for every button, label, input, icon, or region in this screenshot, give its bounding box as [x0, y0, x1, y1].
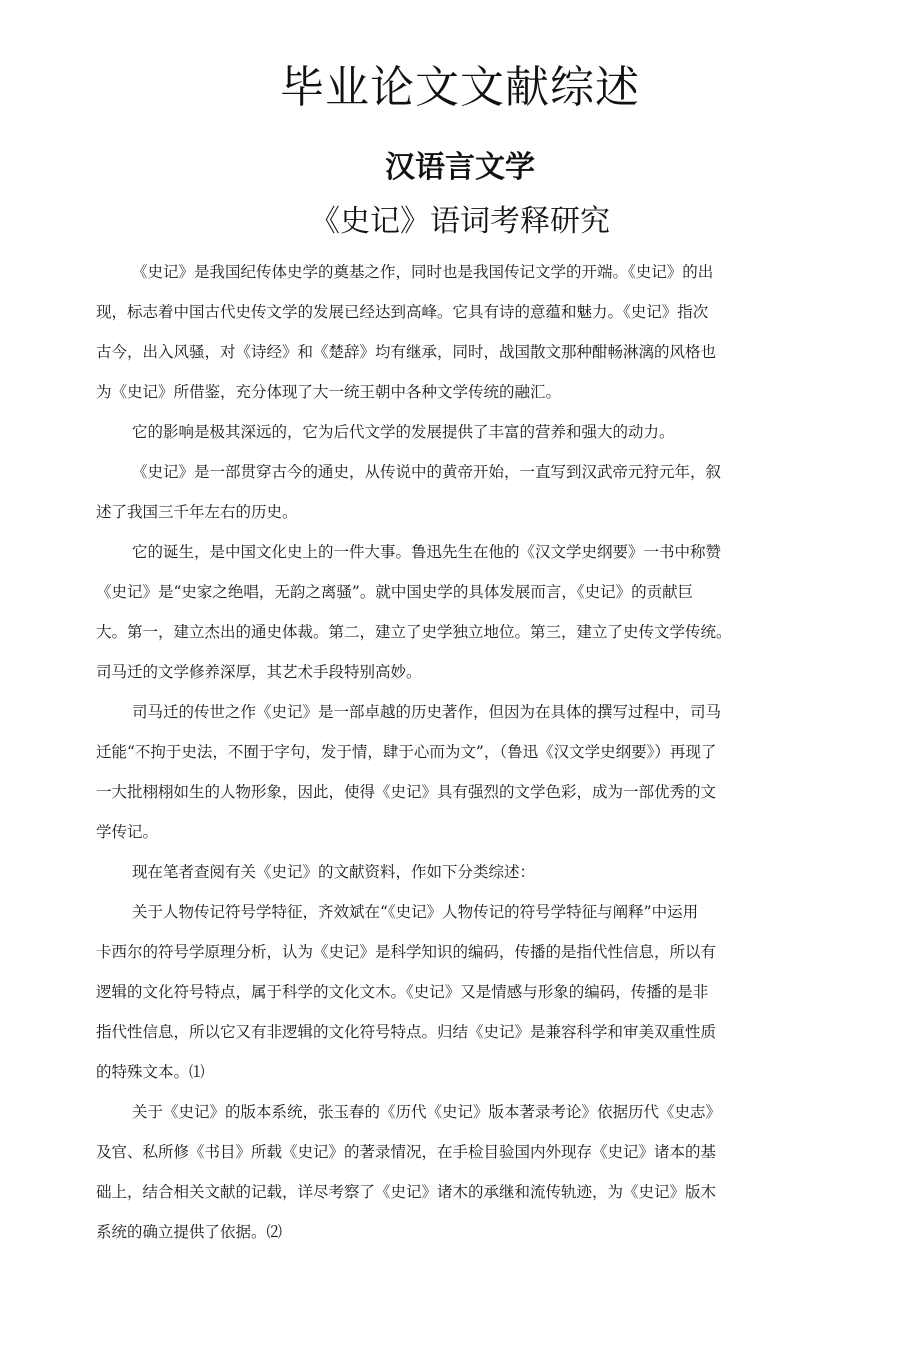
text-line: 《史记》是“史家之绝唱，无韵之离骚”。就中国史学的具体发展而言，《史记》的贡献巨 [96, 583, 694, 601]
paragraph [96, 452, 786, 532]
paragraph [96, 852, 786, 892]
text-line: 《史记》是一部贯穿古今的通史，从传说中的黄帝开始，一直写到汉武帝元狩元年，叙 [132, 463, 722, 481]
text-line: 及官、私所修《书目》所载《史记》的著录情况，在手检目验国内外现存《史记》诸本的基 [96, 1143, 717, 1161]
text-line: 的特殊文本。⑴ [96, 1063, 205, 1081]
text-line: 关于人物传记符号学特征，齐效斌在“《史记》人物传记的符号学特征与阐释”中运用 [132, 903, 699, 921]
text-line: 现在笔者查阅有关《史记》的文献资料，作如下分类综述： [132, 863, 536, 881]
paragraph [96, 532, 786, 692]
text-line: 为《史记》所借鉴，充分体现了大一统王朝中各种文学传统的融汇。 [96, 383, 562, 401]
text-line: 现，标志着中国古代史传文学的发展已经达到高峰。它具有诗的意蕴和魅力。《史记》指次 [96, 303, 709, 321]
document-title: 毕业论文文献综述 [280, 62, 640, 113]
text-line: 司马迁的文学修养深厚，其艺术手段特别高妙。 [96, 663, 422, 681]
text-line: 关于《史记》的版本系统，张玉春的《历代《史记》版本著录考论》依据历代《史志》 [132, 1103, 722, 1121]
text-line: 系统的确立提供了依据。⑵ [96, 1223, 283, 1241]
text-line: 学传记。 [96, 823, 159, 841]
text-line: 述了我国三千年左右的历史。 [96, 503, 298, 521]
text-line: 卡西尔的符号学原理分析，认为《史记》是科学知识的编码，传播的是指代性信息，所以有 [96, 943, 717, 961]
paragraph [96, 892, 786, 1092]
text-line: 它的诞生，是中国文化史上的一件大事。鲁迅先生在他的《汉文学史纲要》一书中称赞 [132, 543, 722, 561]
text-line: 逻辑的文化符号特点，属于科学的文化文木。《史记》又是情感与形象的编码，传播的是非 [96, 983, 709, 1001]
text-line: 一大批栩栩如生的人物形象，因此，使得《史记》具有强烈的文学色彩，成为一部优秀的文 [96, 783, 717, 801]
text-line: 它的影响是极其深远的，它为后代文学的发展提供了丰富的营养和强大的动力。 [132, 423, 675, 441]
paragraph [96, 692, 786, 852]
paragraph [96, 1092, 786, 1252]
text-line: 《史记》是我国纪传体史学的奠基之作，同时也是我国传记文学的开端。《史记》的出 [132, 263, 714, 281]
text-line: 指代性信息，所以它又有非逻辑的文化符号特点。归结《史记》是兼容科学和审美双重性质 [96, 1023, 717, 1041]
text-line: 础上，结合相关文献的记载，详尽考察了《史记》诸木的承继和流传轨迹，为《史记》版木 [96, 1183, 717, 1201]
major-heading: 汉语言文学 [385, 150, 535, 185]
document-body [96, 252, 786, 1252]
text-line: 司马迁的传世之作《史记》是一部卓越的历史著作，但因为在具体的撰写过程中，司马 [132, 703, 722, 721]
paragraph [96, 412, 786, 452]
text-line: 迁能“不拘于史法，不囿于字句，发于情，肆于心而为文”，（鲁迅《汉文学史纲要》）再现了 [96, 743, 717, 761]
paragraph [96, 252, 786, 412]
text-line: 古今，出入风骚，对《诗经》和《楚辞》均有继承，同时，战国散文那种酣畅淋漓的风格也 [96, 343, 717, 361]
topic-heading: 《史记》语词考释研究 [310, 204, 610, 239]
text-line: 大。第一，建立杰出的通史体裁。第二，建立了史学独立地位。第三，建立了史传文学传统。 [96, 623, 732, 641]
